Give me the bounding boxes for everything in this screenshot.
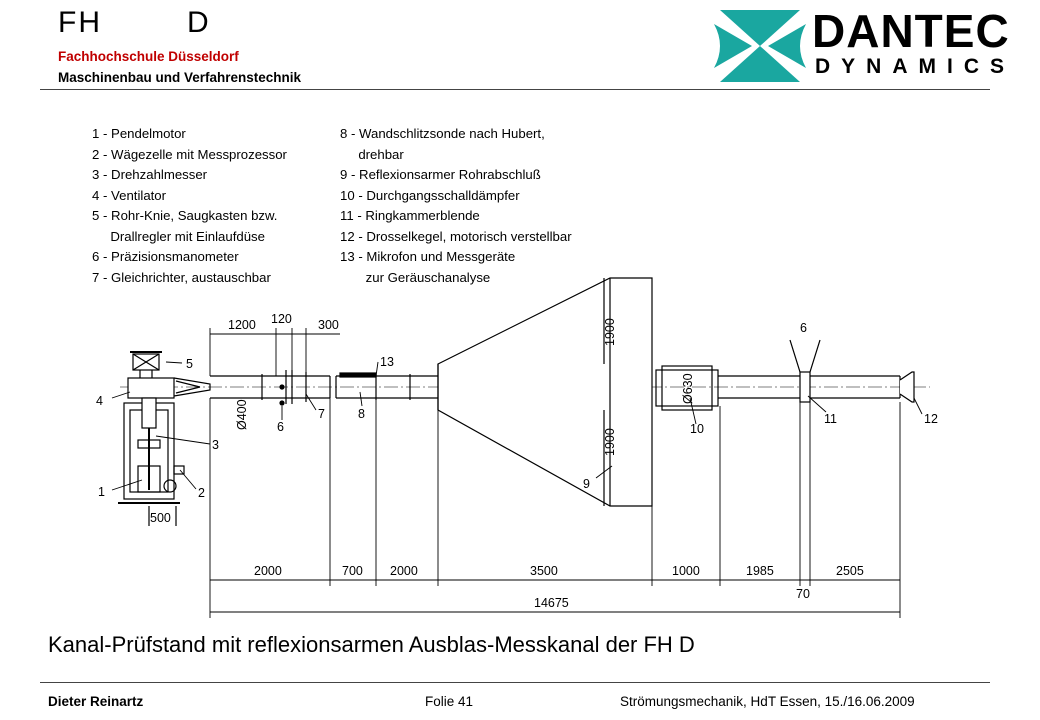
fan-motor-assembly: [118, 352, 210, 526]
dim-1985: 1985: [746, 564, 774, 578]
legend-item: 6 - Präzisionsmanometer: [92, 249, 239, 264]
logo-subtitle: DYNAMICS: [815, 55, 1016, 78]
dim-120: 120: [271, 312, 292, 326]
legend-item: 5 - Rohr-Knie, Saugkasten bzw.: [92, 208, 278, 223]
part-label-12: 12: [924, 412, 938, 426]
department-name: Maschinenbau und Verfahrenstechnik: [58, 70, 302, 85]
legend-item: zur Geräuschanalyse: [340, 269, 491, 285]
legend-item: 12 - Drosselkegel, motorisch verstellbar: [340, 228, 572, 244]
part-label-10: 10: [690, 422, 704, 436]
legend-item: 11 - Ringkammerblende: [340, 208, 480, 223]
part-label-3: 3: [212, 438, 219, 452]
part-label-1: 1: [98, 485, 105, 499]
dim-total: 14675: [534, 596, 569, 610]
legend-item: 7 - Gleichrichter, austauschbar: [92, 269, 271, 285]
dim-1000: 1000: [672, 564, 700, 578]
dia-400: Ø400: [235, 399, 249, 430]
part-label-13: 13: [380, 355, 394, 369]
dim-1900-bottom: 1900: [603, 428, 617, 456]
dim-3500: 3500: [530, 564, 558, 578]
part-label-4: 4: [96, 394, 103, 408]
legend-item: 9 - Reflexionsarmer Rohrabschluß: [340, 167, 541, 182]
dim-1900-top: 1900: [603, 318, 617, 346]
footer-divider: [40, 682, 990, 683]
legend-item: 4 - Ventilator: [92, 187, 167, 203]
part-label-5: 5: [186, 357, 193, 371]
slide-caption: Kanal-Prüfstand mit reflexionsarmen Ausblas-Messkanal der FH D: [48, 632, 695, 657]
footer-slide-number: Folie 41: [425, 694, 474, 709]
top-dimensions: [210, 328, 340, 376]
dim-1200: 1200: [228, 318, 256, 332]
footer-author: Dieter Reinartz: [48, 694, 144, 709]
part-label-11: 11: [824, 412, 837, 426]
part-label-2: 2: [198, 486, 205, 500]
legend-item: 13 - Mikrofon und Messgeräte: [340, 249, 516, 264]
legend-item: 10 - Durchgangsschalldämpfer: [340, 187, 520, 203]
inlet-duct: [210, 370, 330, 405]
dim-300: 300: [318, 318, 339, 332]
institution-name: Fachhochschule Düsseldorf: [58, 49, 239, 64]
dim-70: 70: [796, 587, 810, 601]
part-label-6-outlet: 6: [800, 321, 807, 335]
legend-item: 8 - Wandschlitzsonde nach Hubert,: [340, 126, 545, 141]
legend-item: 1 - Pendelmotor: [92, 126, 186, 141]
legend-item: drehbar: [340, 146, 404, 162]
reflection-free-termination: [438, 278, 652, 506]
footer-event: Strömungsmechanik, HdT Essen, 15./16.06.2009: [620, 694, 915, 709]
dia-630: Ø630: [681, 373, 695, 404]
dim-500: 500: [150, 511, 171, 525]
legend-item: Drallregler mit Einlaufdüse: [92, 228, 265, 244]
part-label-7: 7: [318, 407, 325, 421]
logo-wordmark: DANTEC: [812, 5, 1010, 57]
legend-item: 3 - Drehzahlmesser: [92, 167, 208, 182]
dim-2000-b: 2000: [390, 564, 418, 578]
part-label-6-inlet: 6: [277, 420, 284, 434]
dim-2000-a: 2000: [254, 564, 282, 578]
dim-2505: 2505: [836, 564, 864, 578]
dim-700: 700: [342, 564, 363, 578]
part-label-9: 9: [583, 477, 590, 491]
institution-short-title: FH D: [58, 6, 211, 39]
part-label-8: 8: [358, 407, 365, 421]
legend-item: 2 - Wägezelle mit Messprozessor: [92, 146, 287, 162]
measurement-duct: [336, 373, 438, 400]
